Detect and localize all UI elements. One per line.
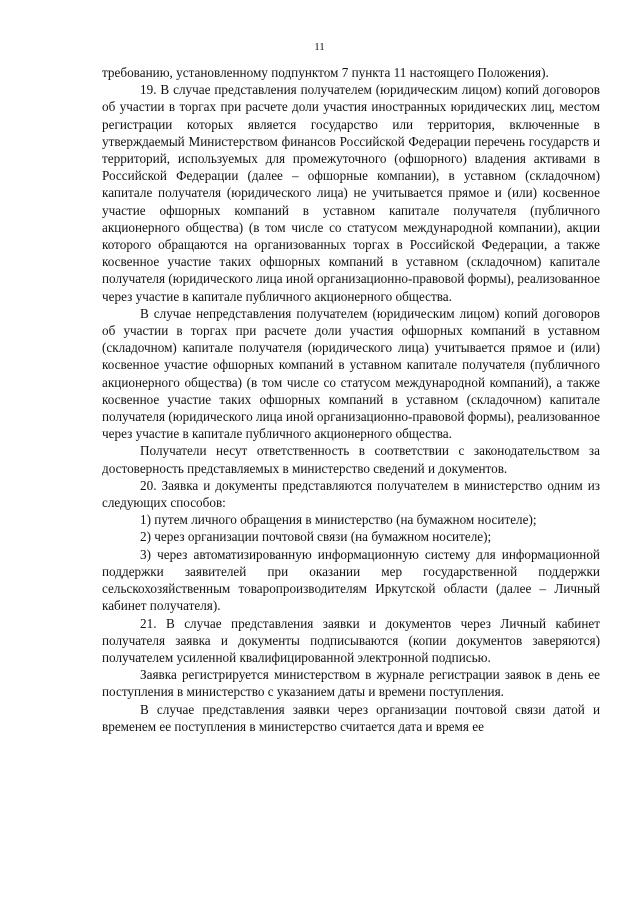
paragraph-continuation: требованию, установленному подпунктом 7 пункта 11 настоящего Положения). <box>102 65 549 80</box>
paragraph-postal: В случае представления заявки через организации почтовой связи датой и временем ее поступления в министерство считается дата и время ее <box>102 701 600 734</box>
list-item-2: 2) через организации почтовой связи (на бумажном носителе); <box>140 529 492 545</box>
list-item-1: 1) путем личного обращения в министерство (на бумажном носителе); <box>140 512 537 528</box>
paragraph-responsibility: Получатели несут ответственность в соответствии с законодательством за достоверность представляемых в министерство сведений и документов. <box>102 443 600 476</box>
paragraph-registration: Заявка регистрируется министерством в журнале регистрации заявок в день ее поступления в министерство с указанием даты и времени поступления. <box>102 667 600 700</box>
list-item-3: 3) через автоматизированную информационную систему для информационной поддержки заявителей при оказании мер государственной поддержки сельскохозяйственным товаропроизводителям Иркутской области (далее – Личный кабинет получателя). <box>102 546 600 614</box>
paragraph-non-submission: В случае непредставления получателем (юридическим лицом) копий договоров об участии в торгах при расчете доли участия офшорных компаний в уставном (складочном) капитале получателя (юридического лица) учитывается прямое и (или) косвенное участие офшорных компаний в уставном капитале получателя (публичного акционерного общества) (в том числе со статусом международной компаний), а также косвенное участие таких офшорных компаний в уставном (складочном) капитале получателя (юридического лица иной организационно-правовой формы), реализованное через участие в капитале публичного акционерного общества. <box>102 305 600 442</box>
paragraph-21: 21. В случае представления заявки и документов через Личный кабинет получателя заявка и документы подписываются (копии документов заверяются) получателем усиленной квалифицированной электронной подписью. <box>102 615 600 665</box>
page-number: 11 <box>314 41 325 53</box>
paragraph-19: 19. В случае представления получателем (юридическим лицом) копий договоров об участии в торгах при расчете доли участия иностранных юридических лиц, местом регистрации которых является государство или территория, включенные в утверждаемый Министерством финансов Российской Федерации перечень государств и территорий, используемых для промежуточного (офшорного) владения активами в Российской Федерации (далее – офшорные компании), в уставном (складочном) капитале получателя (юридического лица) не учитывается прямое и (или) косвенное участие офшорных компаний в уставном капитале получателя (публичного акционерного общества) (в том числе со статусом международной компании), акции которого обращаются на организованных торгах в Российской Федерации, а также косвенное участие таких офшорных компаний в уставном (складочном) капитале получателя (юридического лица иной организационно-правовой формы), реализованное через участие в капитале публичного акционерного общества. <box>102 82 600 304</box>
paragraph-20: 20. Заявка и документы представляются получателем в министерство одним из следующих способов: <box>102 477 600 511</box>
document-body <box>102 64 600 735</box>
